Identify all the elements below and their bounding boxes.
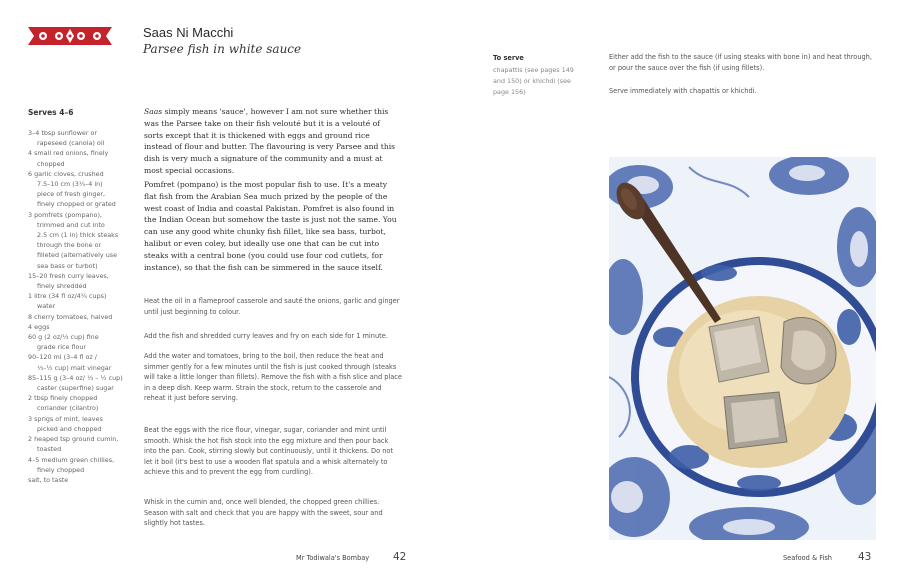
ingredient-item — [28, 393, 123, 413]
ingredient-item — [28, 271, 123, 291]
ingredient-item — [28, 373, 123, 393]
ingredient-line: 85–115 g (3–4 oz/ ⅓ – ½ cup) — [28, 373, 123, 382]
ingredient-line-continued: rapeseed (canola) oil — [37, 139, 105, 148]
ingredient-line: 60 g (2 oz/⅓ cup) fine — [28, 333, 99, 342]
method-step: Add the fish and shredded curry leaves and fry on each side for 1 minute. — [144, 332, 388, 340]
ingredient-line-continued: 7.5–10 cm (3¼–4 in) — [37, 180, 103, 189]
ingredient-item — [28, 434, 123, 454]
ingredient-line-continued: sea bass or turbot) — [37, 261, 98, 270]
ingredient-line-continued: picked and chopped — [37, 424, 102, 433]
ingredient-line-continued: finely chopped — [37, 465, 85, 474]
ingredient-line: 3 pomfrets (pompano), — [28, 210, 102, 219]
ingredient-line: 6 garlic cloves, crushed — [28, 169, 104, 178]
ingredient-line-continued: through the bone or — [37, 241, 102, 250]
recipe-title: Saas Ni Macchi — [143, 25, 234, 40]
decorative-ornament-icon — [26, 25, 114, 47]
ingredient-line: 2 tbsp finely chopped — [28, 394, 98, 403]
ingredient-item — [28, 475, 123, 485]
intro-text: simply means 'sauce', however I am not sure whether this was the Parsee take on their fish velouté but it is a velouté of sorts except that it is thickened with eggs and ground rice instead of flour and butter. The flavouring is very Parsee and this dish is very much a signature of the community and a must at most special occasions. — [144, 107, 396, 175]
intro-paragraph — [144, 106, 400, 177]
ingredient-line: 3–4 tbsp sunflower or — [28, 129, 98, 137]
ingredient-line-continued: coriander (cilantro) — [37, 404, 99, 413]
ingredient-item — [28, 148, 123, 168]
to-serve-text: chapattis (see pages 149 and 150) or khichdi (see page 156) — [493, 66, 574, 96]
ingredient-item — [28, 322, 123, 332]
to-serve-heading: To serve — [493, 54, 524, 62]
running-footer-right: Seafood & Fish — [783, 554, 832, 562]
intro-emphasis: Saas — [144, 107, 163, 116]
ingredient-line-continued: chopped — [37, 159, 65, 168]
recipe-subtitle: Parsee fish in white sauce — [143, 42, 302, 56]
ingredient-item — [28, 352, 123, 372]
ingredient-line: 15–20 fresh curry leaves, — [28, 271, 109, 280]
ingredient-line-continued: water — [37, 302, 56, 311]
ingredient-item — [28, 455, 123, 475]
dish-photo — [609, 157, 876, 540]
ingredient-line-continued: ⅓–½ cup) malt vinegar — [37, 363, 112, 372]
method-step: Whisk in the cumin and, once well blended, the chopped green chillies. Season with salt and check that you are happy with the sweet, sour and slightly hot tastes. — [144, 498, 383, 528]
serving-step: Serve immediately with chapattis or khichdi. — [609, 87, 757, 95]
ingredient-item — [28, 414, 123, 434]
ingredient-line: 3 sprigs of mint, leaves — [28, 414, 103, 423]
fish-dish-illustration — [609, 157, 876, 540]
serves-label: Serves 4–6 — [28, 108, 74, 117]
ingredient-line: 2 heaped tsp ground cumin, — [28, 435, 119, 444]
method-step: Heat the oil in a flameproof casserole and sauté the onions, garlic and ginger until just beginning to colour. — [144, 297, 400, 316]
ingredient-line: 4 small red onions, finely — [28, 149, 109, 158]
method-step: Add the water and tomatoes, bring to the boil, then reduce the heat and simmer gently for a few minutes until the fish is just cooked through (steaks will take a little longer than fillets). Remove the fish with a fish slice and place in a deep dish. Keep warm. Strain the stock, return to the casserole and reheat it just before serving. — [144, 352, 402, 403]
ingredient-list — [28, 128, 123, 485]
ingredient-line: 8 cherry tomatoes, halved — [28, 312, 113, 321]
ingredient-item — [28, 169, 123, 210]
page-number-left: 42 — [393, 551, 407, 563]
ingredient-line-continued: toasted — [37, 445, 62, 454]
serving-step: Either add the fish to the sauce (if using steaks with bone in) and heat through, or pour the sauce over the fish (if using fillets). — [609, 53, 872, 72]
ingredient-line: 1 litre (34 fl oz/4¼ cups) — [28, 292, 107, 301]
ingredient-line-continued: filleted (alternatively use — [37, 251, 118, 260]
ingredient-line-continued: trimmed and cut into — [37, 220, 105, 229]
ingredient-line: 4–5 medium green chillies, — [28, 455, 115, 464]
page-number-right: 43 — [858, 551, 872, 563]
intro-paragraph: Pomfret (pompano) is the most popular fish to use. It's a meaty flat fish from the Arabian Sea much prized by the people of the west coast of India and coastal Pakistan. Pomfret is also found in the Indian Ocean but somehow the taste is just not the same. You can use any good white chunky fish fillet, like sea bass, turbot, halibut or even coley, but ideally use one that can be cut into steaks with a central bone (you could use four cod cutlets, for instance), so that the fish can be simmered in the sauce itself. — [144, 180, 397, 272]
ingredient-line: 4 eggs — [28, 322, 50, 331]
ingredient-line-continued: piece of fresh ginger, — [37, 190, 106, 199]
ingredient-line-continued: finely chopped or grated — [37, 200, 116, 209]
ingredient-item — [28, 312, 123, 322]
ingredient-line: salt, to taste — [28, 475, 69, 484]
ingredient-item — [28, 332, 123, 352]
ingredient-item — [28, 291, 123, 311]
ingredient-line-continued: grade rice flour — [37, 343, 87, 352]
ingredient-item — [28, 210, 123, 271]
ingredient-item — [28, 128, 123, 148]
ingredient-line-continued: caster (superfine) sugar — [37, 384, 114, 393]
method-step: Beat the eggs with the rice flour, vinegar, sugar, coriander and mint until smooth. Whisk the hot fish stock into the egg mixture and then pour back into the pan. Cook, stirring slowly but continuously, until it thickens. Do not let it boil (it's best to use a wooden flat spatula and a whisk alternately to achieve this and to prevent the egg from curdling). — [144, 426, 394, 477]
running-footer-left: Mr Todiwala's Bombay — [296, 554, 370, 562]
ingredient-line-continued: finely shredded — [37, 282, 87, 291]
ingredient-line: 90–120 ml (3–4 fl oz / — [28, 353, 97, 362]
ingredient-line-continued: 2.5 cm (1 in) thick steaks — [37, 231, 119, 240]
